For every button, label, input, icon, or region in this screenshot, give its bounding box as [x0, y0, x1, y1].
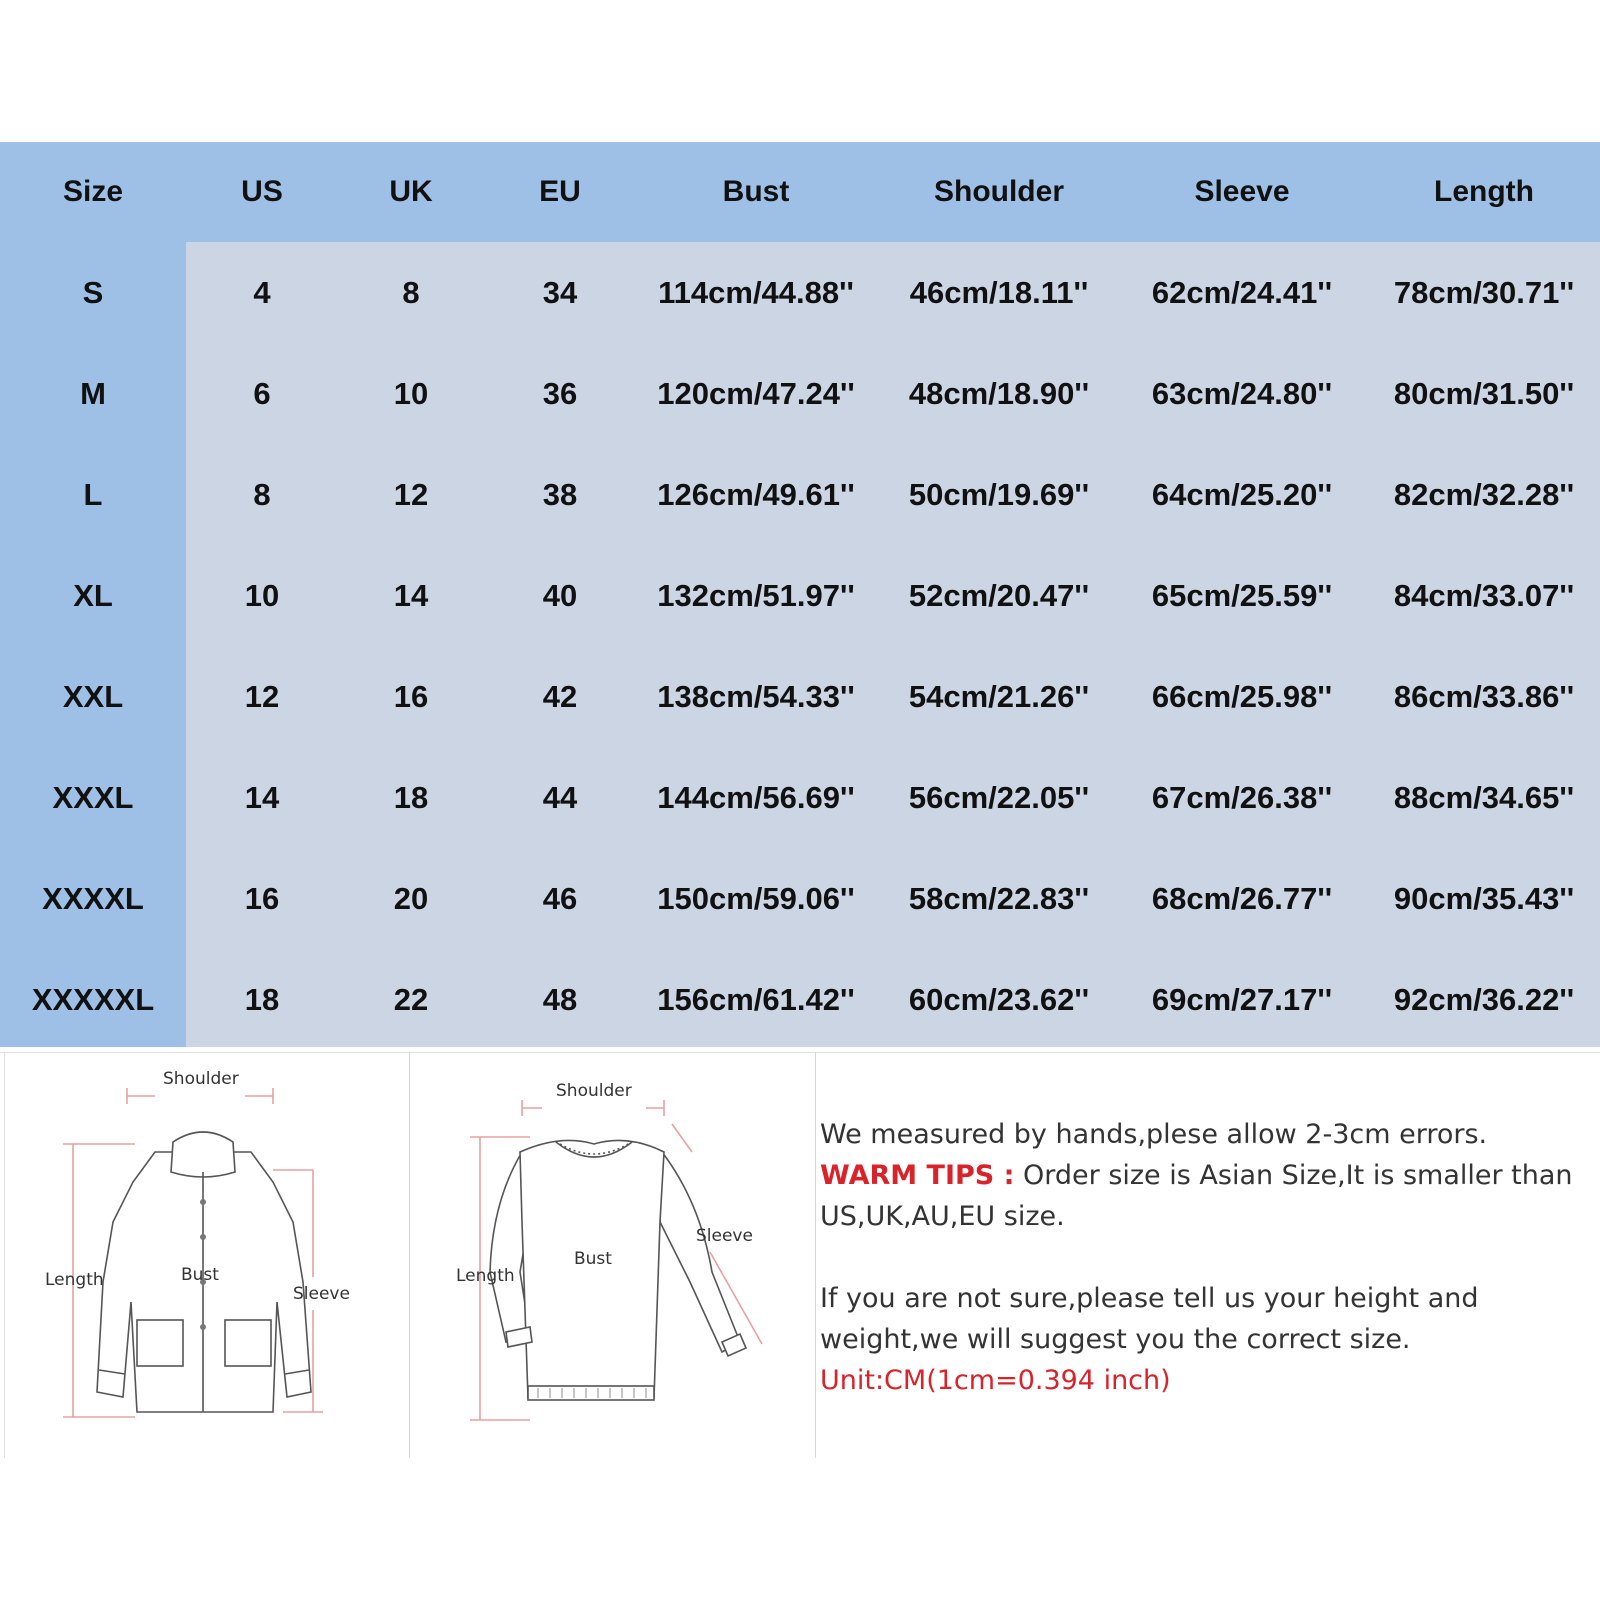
header-size: Size — [62, 175, 124, 208]
cell-uk: 14 — [393, 577, 429, 613]
cell-uk: 10 — [393, 375, 429, 411]
cell-shoulder: 54cm/21.26'' — [908, 678, 1090, 714]
cell-eu: 42 — [542, 678, 578, 714]
cell-bust: 114cm/44.88'' — [658, 274, 854, 310]
sweater-length-label: Length — [456, 1266, 515, 1286]
cell-us: 10 — [244, 577, 280, 613]
cell-bust: 156cm/61.42'' — [657, 981, 855, 1017]
panel-divider — [815, 1052, 816, 1458]
cell-size: XXXXL — [42, 880, 144, 916]
jacket-diagram — [5, 1052, 409, 1458]
cell-shoulder: 52cm/20.47'' — [908, 577, 1090, 613]
cell-shoulder: 60cm/23.62'' — [908, 981, 1090, 1017]
cell-us: 18 — [244, 981, 280, 1017]
cell-shoulder: 56cm/22.05'' — [908, 779, 1090, 815]
jacket-illustration — [5, 1052, 409, 1458]
cell-uk: 8 — [402, 274, 420, 310]
cell-size: M — [80, 375, 106, 411]
cell-sleeve: 66cm/25.98'' — [1151, 678, 1333, 714]
measurement-guide — [0, 1052, 1600, 1458]
cell-size: S — [82, 274, 104, 310]
cell-shoulder: 46cm/18.11'' — [909, 274, 1089, 310]
header-bust: Bust — [722, 175, 790, 208]
cell-us: 12 — [244, 678, 280, 714]
cell-size: XXL — [62, 678, 124, 714]
cell-eu: 48 — [542, 981, 578, 1017]
measure-error-note: We measured by hands,plese allow 2-3cm errors. — [820, 1119, 1488, 1150]
header-sleeve: Sleeve — [1194, 175, 1290, 208]
cell-bust: 150cm/59.06'' — [657, 880, 855, 916]
unit-note: Unit:CM(1cm=0.394 inch) — [820, 1365, 1171, 1396]
cell-bust: 144cm/56.69'' — [657, 779, 855, 815]
jacket-shoulder-label: Shoulder — [163, 1069, 239, 1089]
cell-eu: 38 — [542, 476, 578, 512]
warm-tips-note — [820, 1155, 1600, 1237]
cell-length: 80cm/31.50'' — [1393, 375, 1575, 411]
cell-eu: 34 — [542, 274, 578, 310]
cell-length: 92cm/36.22'' — [1393, 981, 1575, 1017]
header-length: Length — [1434, 175, 1534, 208]
cell-length: 90cm/35.43'' — [1393, 880, 1575, 916]
cell-shoulder: 58cm/22.83'' — [908, 880, 1090, 916]
cell-shoulder: 48cm/18.90'' — [908, 375, 1090, 411]
cell-length: 78cm/30.71'' — [1393, 274, 1575, 310]
cell-length: 82cm/32.28'' — [1393, 476, 1575, 512]
cell-size: XXXXXL — [31, 981, 155, 1017]
cell-bust: 138cm/54.33'' — [657, 678, 855, 714]
cell-shoulder: 50cm/19.69'' — [908, 476, 1090, 512]
cell-eu: 44 — [542, 779, 578, 815]
header-us: US — [241, 175, 283, 208]
sweater-illustration — [410, 1052, 815, 1458]
cell-length: 86cm/33.86'' — [1393, 678, 1575, 714]
cell-eu: 36 — [542, 375, 578, 411]
cell-sleeve: 63cm/24.80'' — [1151, 375, 1333, 411]
cell-size: L — [83, 476, 103, 512]
cell-uk: 18 — [393, 779, 429, 815]
cell-eu: 40 — [542, 577, 578, 613]
cell-size: XL — [73, 577, 113, 613]
size-chart-table — [0, 142, 1600, 1047]
cell-us: 8 — [253, 476, 271, 512]
sweater-sleeve-label: Sleeve — [696, 1226, 753, 1246]
cell-length: 88cm/34.65'' — [1393, 779, 1575, 815]
cell-uk: 20 — [393, 880, 429, 916]
header-shoulder: Shoulder — [933, 175, 1064, 208]
cell-eu: 46 — [542, 880, 578, 916]
sweater-diagram — [410, 1052, 815, 1458]
sweater-shoulder-label: Shoulder — [556, 1081, 632, 1101]
cell-bust: 120cm/47.24'' — [657, 375, 855, 411]
cell-bust: 132cm/51.97'' — [657, 577, 855, 613]
jacket-bust-label: Bust — [181, 1265, 219, 1285]
cell-uk: 16 — [393, 678, 429, 714]
warm-tips-text: Order size is Asian Size,It is smaller than US,UK,AU,EU size. — [820, 1160, 1573, 1232]
cell-sleeve: 68cm/26.77'' — [1151, 880, 1333, 916]
cell-us: 16 — [244, 880, 280, 916]
header-uk: UK — [389, 175, 433, 208]
cell-us: 14 — [244, 779, 280, 815]
warm-tips-label: WARM TIPS : — [820, 1160, 1015, 1191]
cell-sleeve: 65cm/25.59'' — [1151, 577, 1333, 613]
cell-us: 6 — [253, 375, 271, 411]
cell-sleeve: 62cm/24.41'' — [1151, 274, 1333, 310]
cell-sleeve: 69cm/27.17'' — [1151, 981, 1333, 1017]
cell-sleeve: 64cm/25.20'' — [1151, 476, 1333, 512]
cell-length: 84cm/33.07'' — [1393, 577, 1575, 613]
cell-bust: 126cm/49.61'' — [657, 476, 855, 512]
jacket-length-label: Length — [45, 1270, 104, 1290]
sweater-bust-label: Bust — [574, 1249, 612, 1269]
cell-sleeve: 67cm/26.38'' — [1151, 779, 1333, 815]
cell-size: XXXL — [52, 779, 134, 815]
cell-uk: 22 — [393, 981, 429, 1017]
cell-uk: 12 — [393, 476, 429, 512]
header-eu: EU — [539, 175, 581, 208]
jacket-sleeve-label: Sleeve — [293, 1284, 350, 1304]
cell-us: 4 — [253, 274, 271, 310]
size-notes — [820, 1114, 1600, 1401]
size-advice-note: If you are not sure,please tell us your height and weight,we will suggest you the correct size. — [820, 1283, 1479, 1355]
